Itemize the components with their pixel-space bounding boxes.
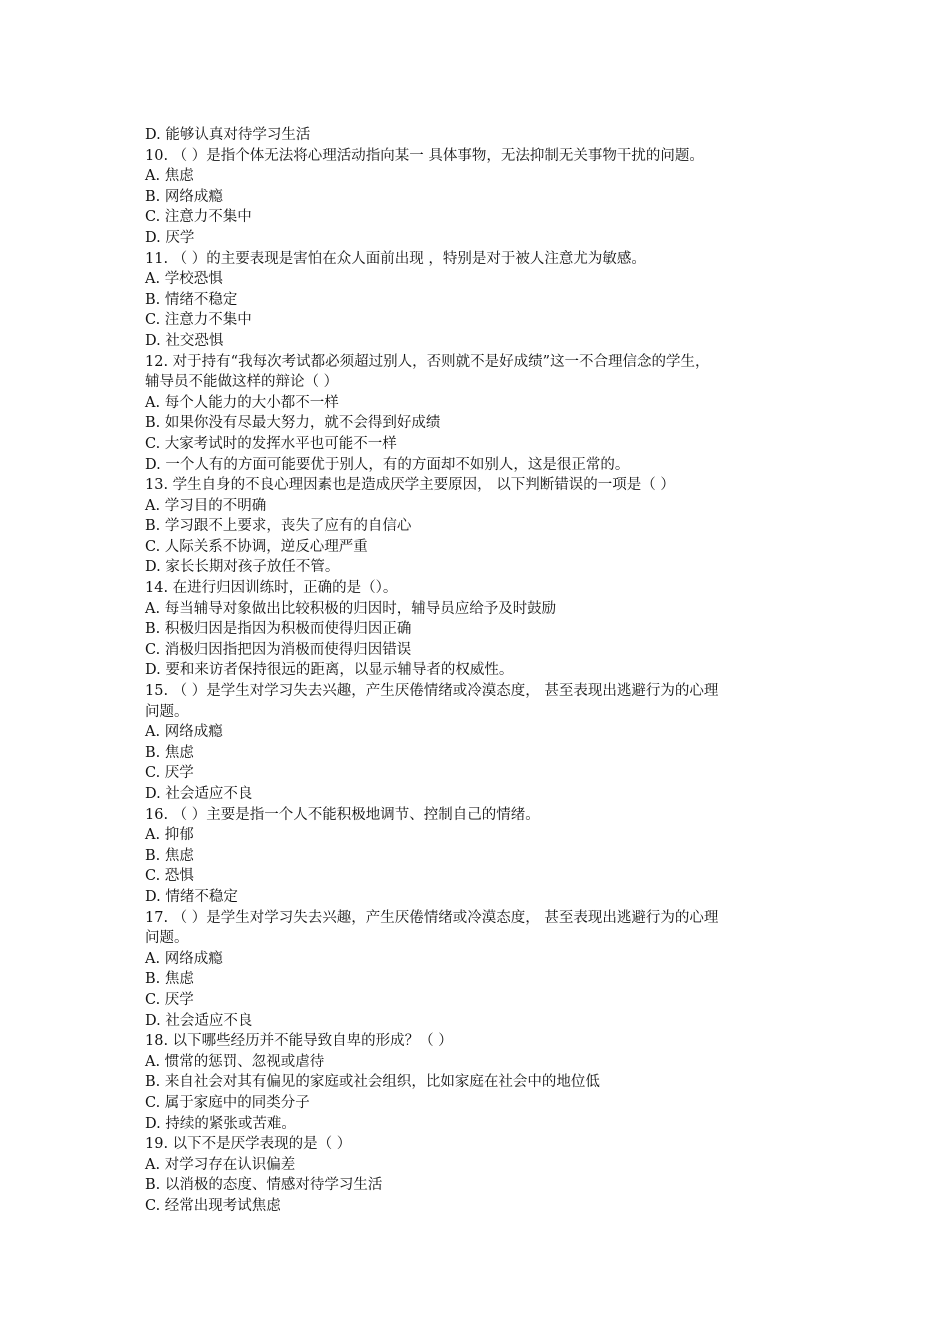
text-line: 17. （ ）是学生对学习失去兴趣，产生厌倦情绪或冷漠态度， 甚至表现出逃避行为的心理 xyxy=(145,909,719,926)
text-line: C. 大家考试时的发挥水平也可能不一样 xyxy=(145,435,397,452)
text-line: B. 来自社会对其有偏见的家庭或社会组织，比如家庭在社会中的地位低 xyxy=(145,1074,600,1091)
text-line: B. 学习跟不上要求，丧失了应有的自信心 xyxy=(145,518,412,535)
text-line: B. 以消极的态度、情感对待学习生活 xyxy=(145,1177,383,1194)
text-line: C. 注意力不集中 xyxy=(145,312,252,329)
text-line: D. 一个人有的方面可能要优于别人，有的方面却不如别人，这是很正常的。 xyxy=(145,456,630,473)
text-line: A. 对学习存在认识偏差 xyxy=(145,1156,296,1173)
text-line: B. 情绪不稳定 xyxy=(145,291,238,308)
text-line: 19. 以下不是厌学表现的是（ ） xyxy=(145,1136,352,1153)
text-line: C. 属于家庭中的同类分子 xyxy=(145,1094,310,1111)
text-line: A. 每个人能力的大小都不一样 xyxy=(145,394,339,411)
text-line: 辅导员不能做这样的辩论（ ） xyxy=(145,374,339,391)
text-line: D. 持续的紧张或苦难。 xyxy=(145,1115,296,1132)
text-line: 11. （ ）的主要表现是害怕在众人面前出现 ，特别是对于被人注意尤为敏感。 xyxy=(145,250,646,267)
text-line: A. 焦虑 xyxy=(145,168,194,185)
text-line: 14. 在进行归因训练时，正确的是（）。 xyxy=(145,580,398,597)
text-line: A. 学习目的不明确 xyxy=(145,497,267,514)
text-line: 12. 对于持有“我每次考试都必须超过别人，否则就不是好成绩”这一不合理信念的学生， xyxy=(145,353,710,370)
document-text xyxy=(145,125,825,1216)
text-line: A. 网络成瘾 xyxy=(145,950,223,967)
text-line: D. 能够认真对待学习生活 xyxy=(145,127,311,143)
text-line: B. 焦虑 xyxy=(145,847,194,864)
text-line: 16. （ ）主要是指一个人不能积极地调节、控制自己的情绪。 xyxy=(145,806,540,823)
text-line: B. 积极归因是指因为积极而使得归因正确 xyxy=(145,621,412,638)
text-line: A. 抑郁 xyxy=(145,827,194,844)
text-line: D. 社交恐惧 xyxy=(145,332,224,349)
text-line: C. 注意力不集中 xyxy=(145,209,252,226)
text-line: A. 学校恐惧 xyxy=(145,271,223,288)
text-line: B. 如果你没有尽最大努力，就不会得到好成绩 xyxy=(145,415,441,432)
text-line: 问题。 xyxy=(145,703,189,720)
text-line: A. 每当辅导对象做出比较积极的归因时，辅导员应给予及时鼓励 xyxy=(145,600,557,617)
text-line: D. 情绪不稳定 xyxy=(145,888,238,905)
text-line: 18. 以下哪些经历并不能导致自卑的形成？（ ） xyxy=(145,1033,453,1050)
text-line: A. 网络成瘾 xyxy=(145,724,223,741)
text-line: C. 人际关系不协调，逆反心理严重 xyxy=(145,538,368,555)
text-line: 13. 学生自身的不良心理因素也是造成厌学主要原因， 以下判断错误的一项是（ ） xyxy=(145,477,675,494)
text-line: C. 厌学 xyxy=(145,991,194,1008)
text-line: B. 网络成瘾 xyxy=(145,188,223,205)
text-line: C. 消极归因指把因为消极而使得归因错误 xyxy=(145,641,412,658)
text-line: 问题。 xyxy=(145,930,189,947)
text-line: C. 经常出现考试焦虑 xyxy=(145,1197,281,1214)
text-line: C. 恐惧 xyxy=(145,868,194,885)
text-line: D. 家长长期对孩子放任不管。 xyxy=(145,559,340,576)
text-line: 10. （ ）是指个体无法将心理活动指向某一 具体事物，无法抑制无关事物干扰的问题。 xyxy=(145,147,704,164)
text-line: A. 惯常的惩罚、忽视或虐待 xyxy=(145,1053,325,1070)
text-line: 15. （ ）是学生对学习失去兴趣，产生厌倦情绪或冷漠态度， 甚至表现出逃避行为的心理 xyxy=(145,683,719,700)
text-line: C. 厌学 xyxy=(145,765,194,782)
text-line: B. 焦虑 xyxy=(145,971,194,988)
text-line: B. 焦虑 xyxy=(145,744,194,761)
text-line: D. 厌学 xyxy=(145,229,195,246)
text-line: D. 社会适应不良 xyxy=(145,786,253,802)
text-line: D. 社会适应不良 xyxy=(145,1012,253,1029)
text-line: D. 要和来访者保持很远的距离，以显示辅导者的权威性。 xyxy=(145,662,514,679)
